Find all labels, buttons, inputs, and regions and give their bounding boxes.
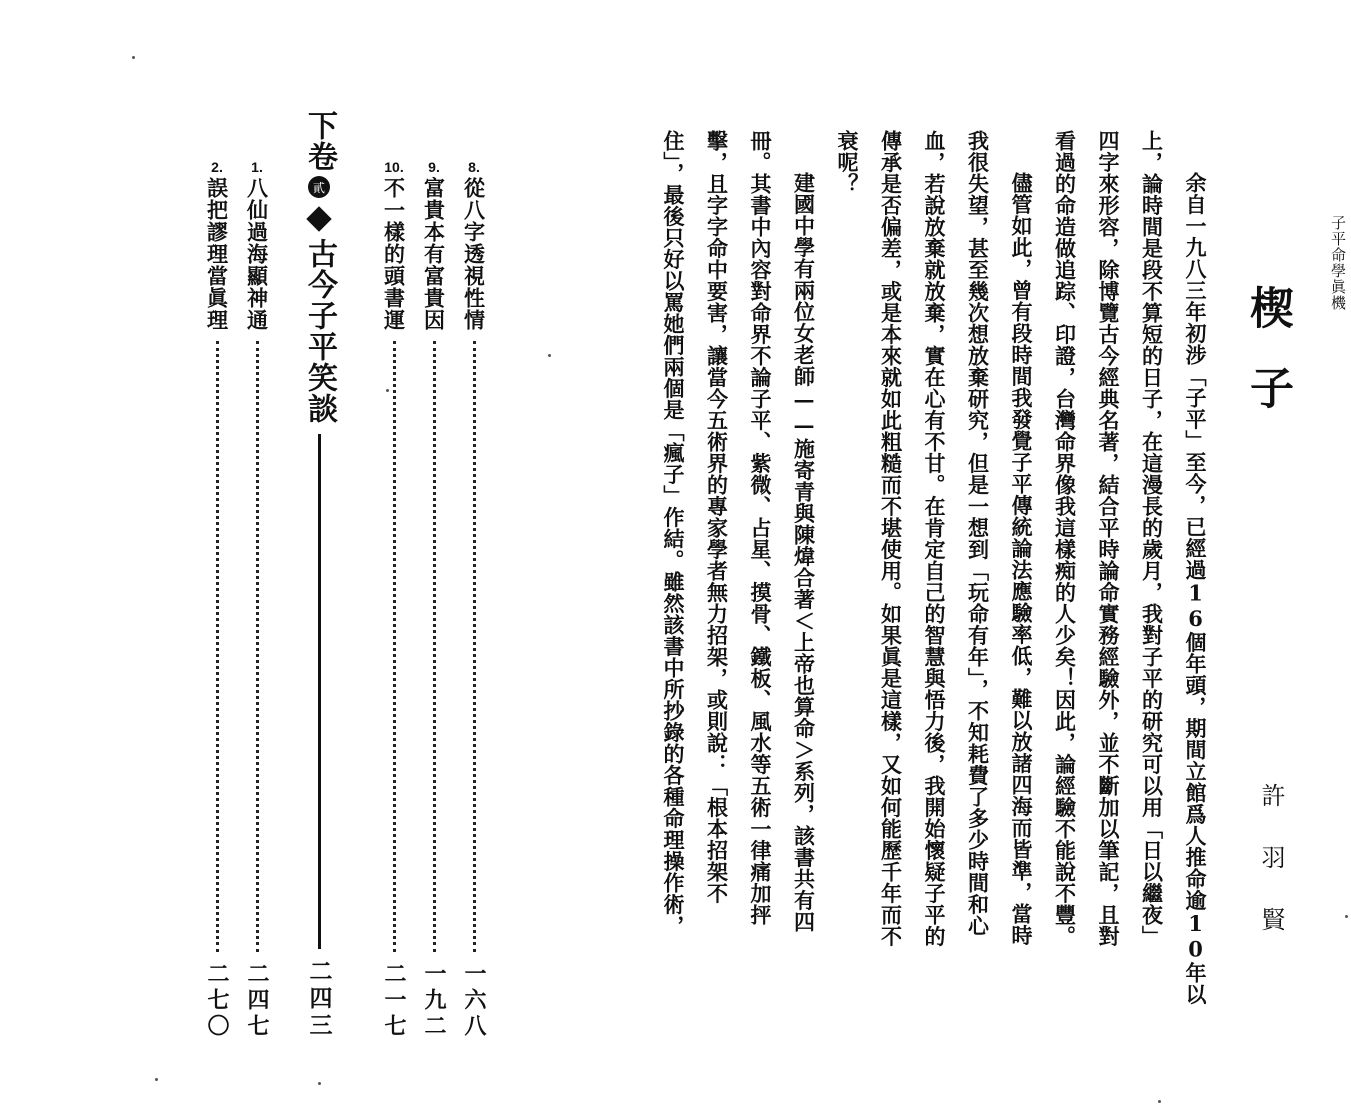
running-head: 子平命學眞機 xyxy=(1329,215,1347,311)
toc-entry-number: 10. xyxy=(384,159,404,175)
toc-entry-title: 從八字透視性情 xyxy=(461,177,487,332)
section-page-number: 二四三 xyxy=(305,959,333,1040)
toc-section-heading xyxy=(295,110,343,1040)
diamond-icon xyxy=(306,206,331,231)
scan-speck xyxy=(1158,1100,1161,1103)
preface-column: 擊，且字字命中要害，讓當今五術界的專家學者無力招架，或則說：「根本招架不 xyxy=(704,130,730,904)
toc-entry-page: 二七〇 xyxy=(204,962,230,1040)
preface-column: 衰呢？ xyxy=(835,130,860,195)
toc-entry-number: 9. xyxy=(428,159,440,175)
toc-dot-leader xyxy=(473,341,476,952)
toc-entry-title: 八仙過海顯神通 xyxy=(244,177,270,332)
toc-entry-9 xyxy=(417,160,451,1040)
toc-entry-title: 富貴本有富貴因 xyxy=(421,177,447,332)
scan-speck xyxy=(155,1078,158,1081)
author-name: 許羽賢 xyxy=(1257,783,1285,969)
toc-entry-page: 二一七 xyxy=(381,962,407,1040)
preface-column: 四字來形容，除博覽古今經典名著，結合平時論命實務經驗外，並不斷加以筆記，且對 xyxy=(1096,130,1121,947)
preface-column: 余自一九八三年初涉「子平」至今，已經過16個年頭，期間立館爲人推命逾10年以 xyxy=(1183,172,1208,1005)
scan-speck xyxy=(132,56,135,59)
preface-column: 我很失望，甚至幾次想放棄研究，但是一想到「玩命有年」，不知耗費了多少時間和心 xyxy=(965,130,991,937)
preface-column: 儘管如此，曾有段時間我發覺子平傳統論法應驗率低，難以放諸四海而皆準，當時 xyxy=(1009,172,1034,946)
chapter-title: 楔子 xyxy=(1242,285,1293,445)
toc-entry-title: 誤把謬理當眞理 xyxy=(204,177,230,332)
scan-speck xyxy=(548,354,551,357)
preface-column: 住」，最後只好以罵她們兩個是「瘋子」作結。雖然該書中所抄錄的各種命理操作術， xyxy=(661,130,686,937)
toc-dot-leader xyxy=(256,341,259,952)
toc-dot-leader xyxy=(433,341,436,952)
toc-entry-number: 1. xyxy=(251,159,263,175)
toc-entry-page: 一六八 xyxy=(461,962,487,1040)
toc-entry-1 xyxy=(240,160,274,1040)
toc-dot-leader xyxy=(393,341,396,952)
toc-entry-10 xyxy=(377,160,411,1040)
preface-column: 血，若說放棄就放棄，實在心有不甘。在肯定自己的智慧與悟力後，我開始懷疑子平的 xyxy=(922,130,947,947)
scan-speck xyxy=(386,389,389,392)
section-volume-label: 下卷 xyxy=(302,110,337,172)
preface-column: 冊。其書中內容對命界不論子平、紫微、占星、摸骨、鐵板、風水等五術一律痛加抨 xyxy=(748,130,773,926)
toc-entry-8 xyxy=(457,160,491,1040)
section-rule-line xyxy=(318,434,321,949)
toc-entry-title: 不一樣的頭書運 xyxy=(381,177,407,332)
preface-column: 看過的命造做追踪、印證，台灣命界像我這樣痴的人少矣！因此，論經驗不能說不豐。 xyxy=(1052,130,1078,947)
toc-entry-page: 一九二 xyxy=(421,962,447,1040)
section-number-badge: 貳 xyxy=(308,176,330,198)
scan-speck xyxy=(318,1082,321,1085)
preface-column: 建國中學有兩位女老師——施寄青與陳煒合著＜上帝也算命＞系列，該書共有四 xyxy=(791,172,817,933)
toc-dot-leader xyxy=(216,341,219,952)
preface-column: 上，論時間是段不算短的日子，在這漫長的歲月，我對子平的研究可以用「日以繼夜」 xyxy=(1139,130,1165,947)
preface-column: 傳承是否偏差，或是本來就如此粗糙而不堪使用。如果眞是這樣，又如何能歷千年而不 xyxy=(878,130,904,947)
toc-entry-2 xyxy=(200,160,234,1040)
toc-entry-page: 二四七 xyxy=(244,962,270,1040)
scan-speck xyxy=(1345,915,1348,918)
toc-entry-number: 8. xyxy=(468,159,480,175)
toc-entry-number: 2. xyxy=(211,159,223,175)
section-title: 古今子平笑談 xyxy=(302,238,337,424)
